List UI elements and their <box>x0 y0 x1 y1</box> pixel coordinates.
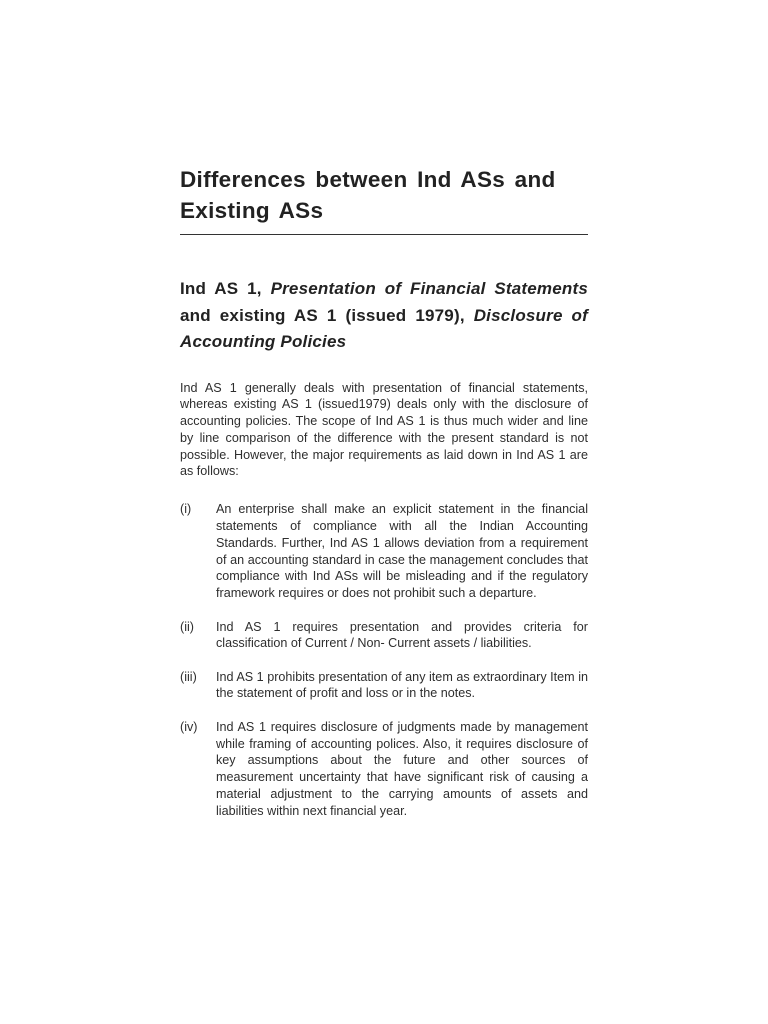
title-divider <box>180 234 588 235</box>
section-heading-middle: and existing AS 1 (issued 1979), <box>180 305 474 325</box>
list-item <box>180 669 588 703</box>
list-item-text: Ind AS 1 requires disclosure of judgments made by management while framing of accounting polices. Also, it requires disclosure of key assumptions about the future and other sources of measurement uncertainty that have significant risk of causing a material adjustment to the carrying amounts of assets and liabilities within next financial year. <box>216 719 588 818</box>
list-item-number: (i) <box>180 502 192 517</box>
section-heading <box>180 276 588 356</box>
list-item-number: (ii) <box>180 619 194 634</box>
intro-paragraph: Ind AS 1 generally deals with presentation of financial statements, whereas existing AS 1 (issued1979) deals only with the disclosure of accounting policies. The scope of Ind AS 1 is thus much wider and line by line comparison of the difference with the present standard is not possible. However, the major requirements as laid down in Ind AS 1 are as follows: <box>180 380 588 479</box>
list-item <box>180 619 588 653</box>
list-item <box>180 501 588 602</box>
list-item-number: (iii) <box>180 669 197 684</box>
list-item-text: An enterprise shall make an explicit statement in the financial statements of compliance with all the Indian Accounting Standards. Further, Ind AS 1 allows deviation from a requirement of an accounting standard in case the management concludes that compliance with Ind ASs will be misleading and if the regulatory framework requires or does not prohibit such a departure. <box>216 502 588 601</box>
document-page <box>180 164 588 836</box>
requirements-list <box>180 501 588 819</box>
section-heading-existing-title: Disclosure of Accounting Policies <box>180 305 589 351</box>
list-item-text: Ind AS 1 prohibits presentation of any item as extraordinary Item in the statement of profit and loss or in the notes. <box>216 669 588 701</box>
section-heading-standard-title: Presentation of Financial Statements <box>270 279 589 298</box>
section-heading-prefix: Ind AS 1, <box>180 279 271 298</box>
list-item-number: (iv) <box>180 719 198 734</box>
list-item-text: Ind AS 1 requires presentation and provides criteria for classification of Current / Non- Current assets / liabilities. <box>216 619 588 651</box>
page-title: Differences between Ind ASs and Existing ASs <box>180 167 556 223</box>
list-item <box>180 719 588 820</box>
